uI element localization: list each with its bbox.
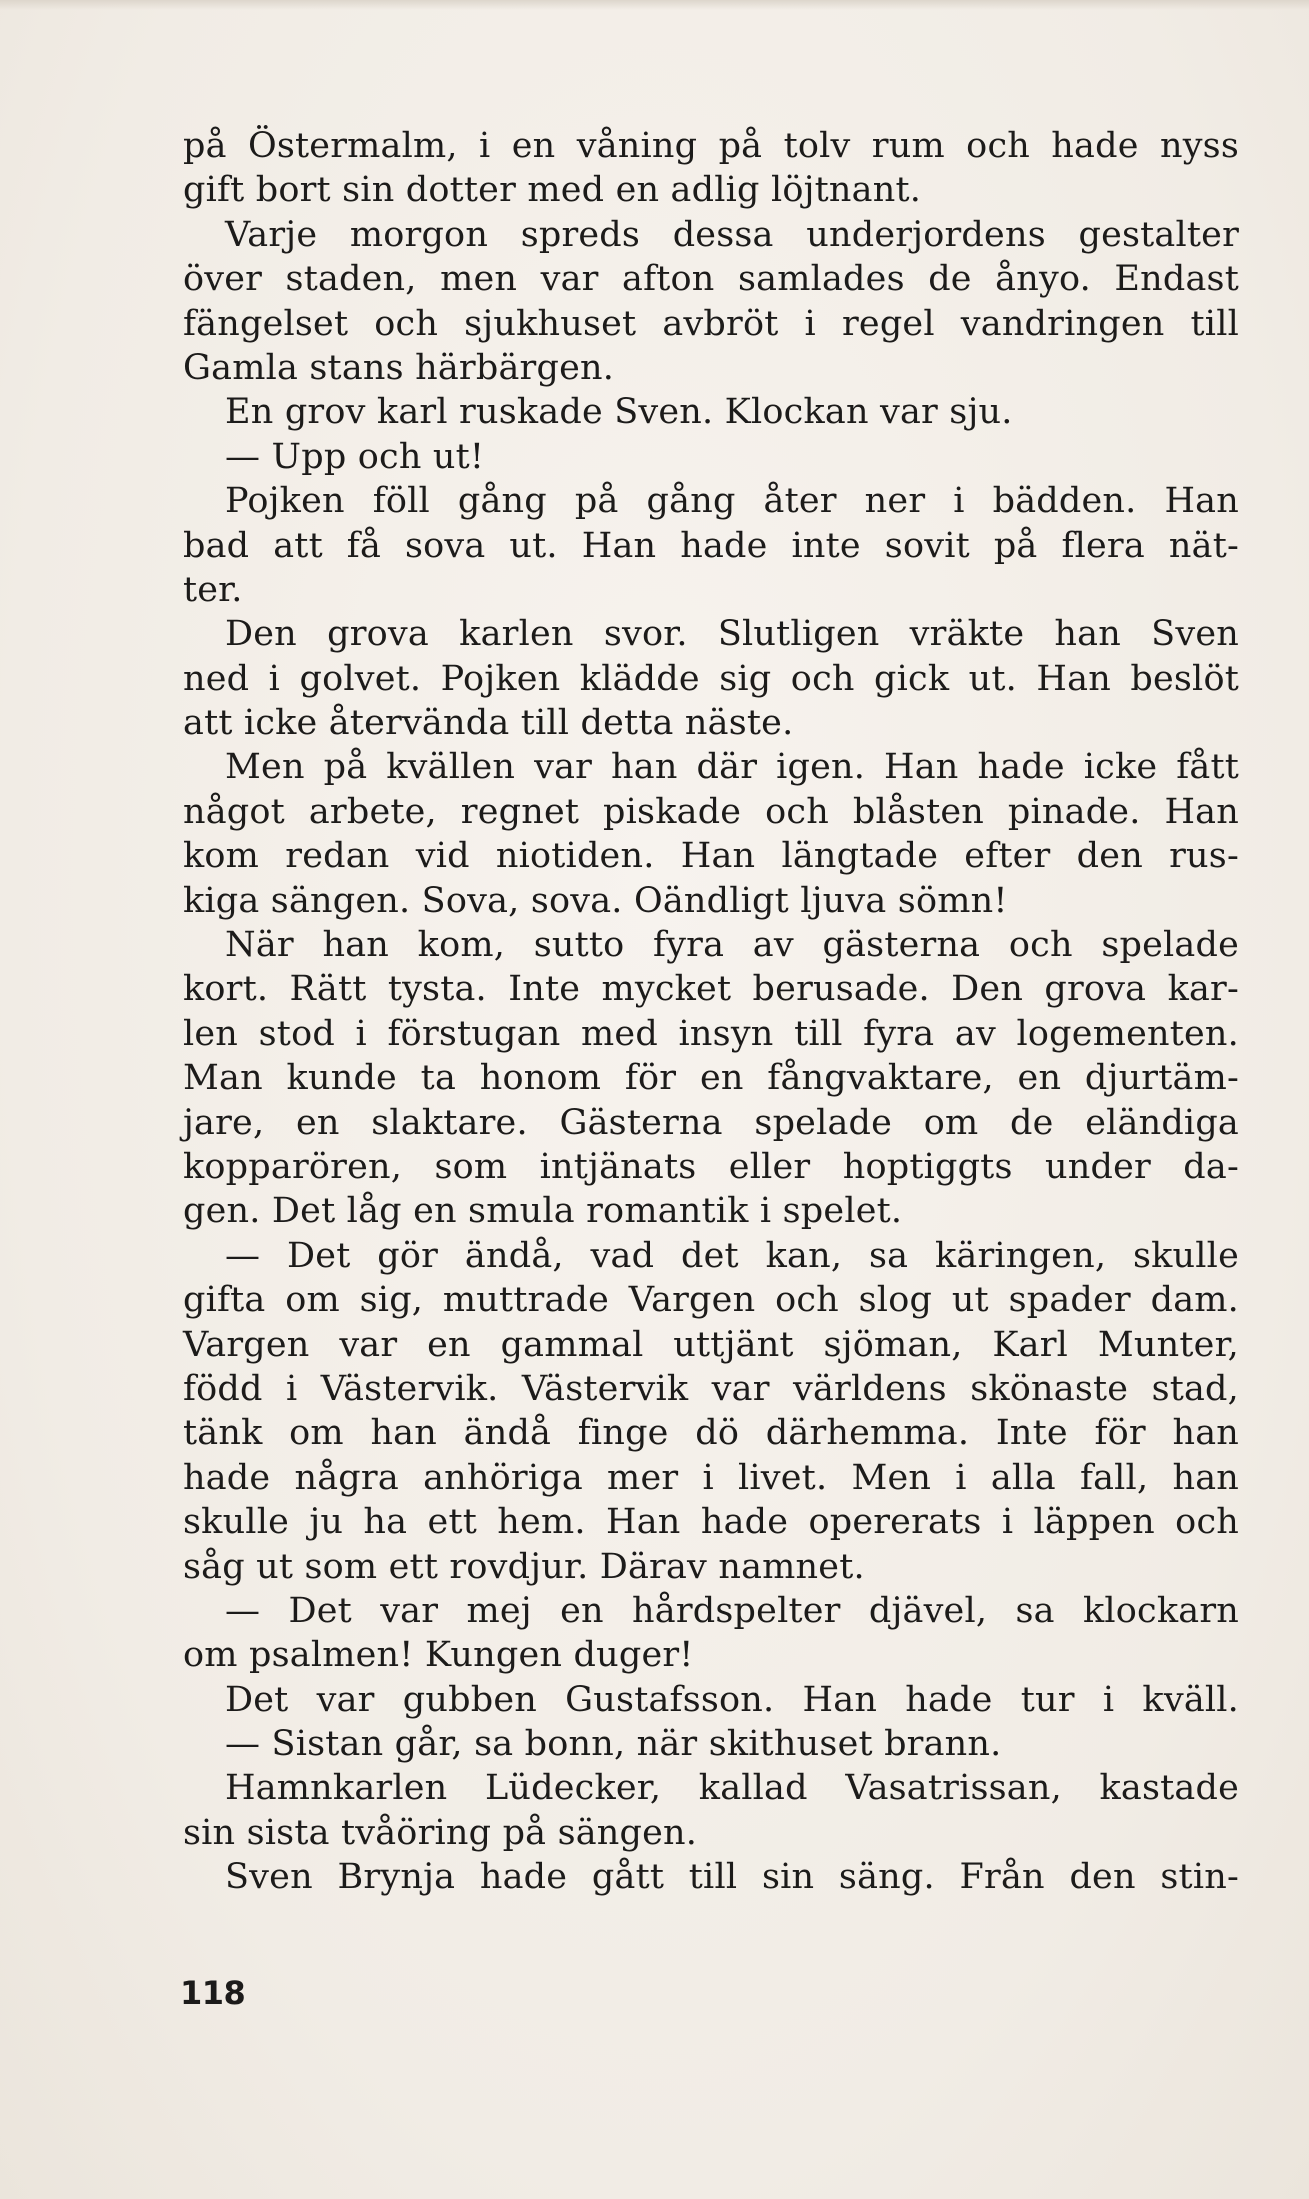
text-line: — Det var mej en hårdspelter djävel, sa klockarn bbox=[225, 1590, 1239, 1631]
text-line: såg ut som ett rovdjur. Därav namnet. bbox=[183, 1546, 865, 1587]
text-line: över staden, men var afton samlades de ånyo. Endast bbox=[183, 259, 1239, 300]
text-line: gift bort sin dotter med en adlig löjtnant. bbox=[183, 170, 922, 211]
text-line: jare, en slaktare. Gästerna spelade om de eländiga bbox=[183, 1102, 1239, 1143]
text-line: Pojken föll gång på gång åter ner i bädden. Han bbox=[225, 481, 1239, 522]
text-line: något arbete, regnet piskade och blåsten pinade. Han bbox=[183, 791, 1239, 832]
text-line: Varje morgon spreds dessa underjordens gestalter bbox=[225, 214, 1239, 255]
text-line: ned i golvet. Pojken klädde sig och gick ut. Han beslöt bbox=[183, 658, 1239, 699]
text-line: — Det gör ändå, vad det kan, sa käringen, skulle bbox=[225, 1235, 1239, 1276]
text-line: När han kom, sutto fyra av gästerna och spelade bbox=[225, 925, 1239, 966]
text-line: Sven Brynja hade gått till sin säng. Från den stin- bbox=[225, 1857, 1239, 1898]
text-line: född i Västervik. Västervik var världens skönaste stad, bbox=[183, 1368, 1239, 1409]
text-line: sin sista tvåöring på sängen. bbox=[183, 1812, 698, 1853]
text-line: Hamnkarlen Lüdecker, kallad Vasatrissan, kastade bbox=[225, 1768, 1239, 1809]
text-line: gifta om sig, muttrade Vargen och slog ut spader dam. bbox=[183, 1280, 1239, 1321]
text-line: ter. bbox=[183, 569, 243, 610]
text-line: — Upp och ut! bbox=[225, 436, 485, 477]
text-line: Gamla stans härbärgen. bbox=[183, 347, 615, 388]
text-line: om psalmen! Kungen duger! bbox=[183, 1635, 694, 1676]
text-line: tänk om han ändå finge dö därhemma. Inte för han bbox=[183, 1413, 1239, 1454]
text-line: Det var gubben Gustafsson. Han hade tur i kväll. bbox=[225, 1679, 1239, 1720]
text-line: kort. Rätt tysta. Inte mycket berusade. Den grova kar- bbox=[183, 969, 1239, 1010]
text-line: En grov karl ruskade Sven. Klockan var sju. bbox=[225, 392, 1013, 433]
page-top-edge bbox=[0, 0, 1309, 10]
text-line: len stod i förstugan med insyn till fyra av logementen. bbox=[183, 1013, 1239, 1054]
text-line: skulle ju ha ett hem. Han hade opererats i läppen och bbox=[183, 1502, 1239, 1543]
text-line: kiga sängen. Sova, sova. Oändligt ljuva sömn! bbox=[183, 880, 1008, 921]
text-line: hade några anhöriga mer i livet. Men i alla fall, han bbox=[183, 1457, 1239, 1498]
text-line: kopparören, som intjänats eller hoptiggts under da- bbox=[183, 1146, 1239, 1187]
text-line: kom redan vid niotiden. Han längtade efter den rus- bbox=[183, 836, 1239, 877]
text-line: att icke återvända till detta näste. bbox=[183, 703, 794, 744]
text-line: Vargen var en gammal uttjänt sjöman, Karl Munter, bbox=[183, 1324, 1239, 1365]
text-line: på Östermalm, i en våning på tolv rum och hade nyss bbox=[183, 126, 1239, 166]
body-text bbox=[183, 124, 1239, 1900]
text-line: Man kunde ta honom för en fångvaktare, en djurtäm- bbox=[183, 1058, 1239, 1099]
text-line: Men på kvällen var han där igen. Han hade icke fått bbox=[225, 747, 1239, 788]
text-line: fängelset och sjukhuset avbröt i regel vandringen till bbox=[183, 303, 1239, 344]
text-line: — Sistan går, sa bonn, när skithuset brann. bbox=[225, 1724, 1002, 1765]
page-number: 118 bbox=[180, 1974, 246, 2012]
text-line: gen. Det låg en smula romantik i spelet. bbox=[183, 1191, 903, 1232]
text-line: Den grova karlen svor. Slutligen vräkte han Sven bbox=[225, 614, 1239, 655]
text-line: bad att få sova ut. Han hade inte sovit på flera nät- bbox=[183, 525, 1239, 566]
